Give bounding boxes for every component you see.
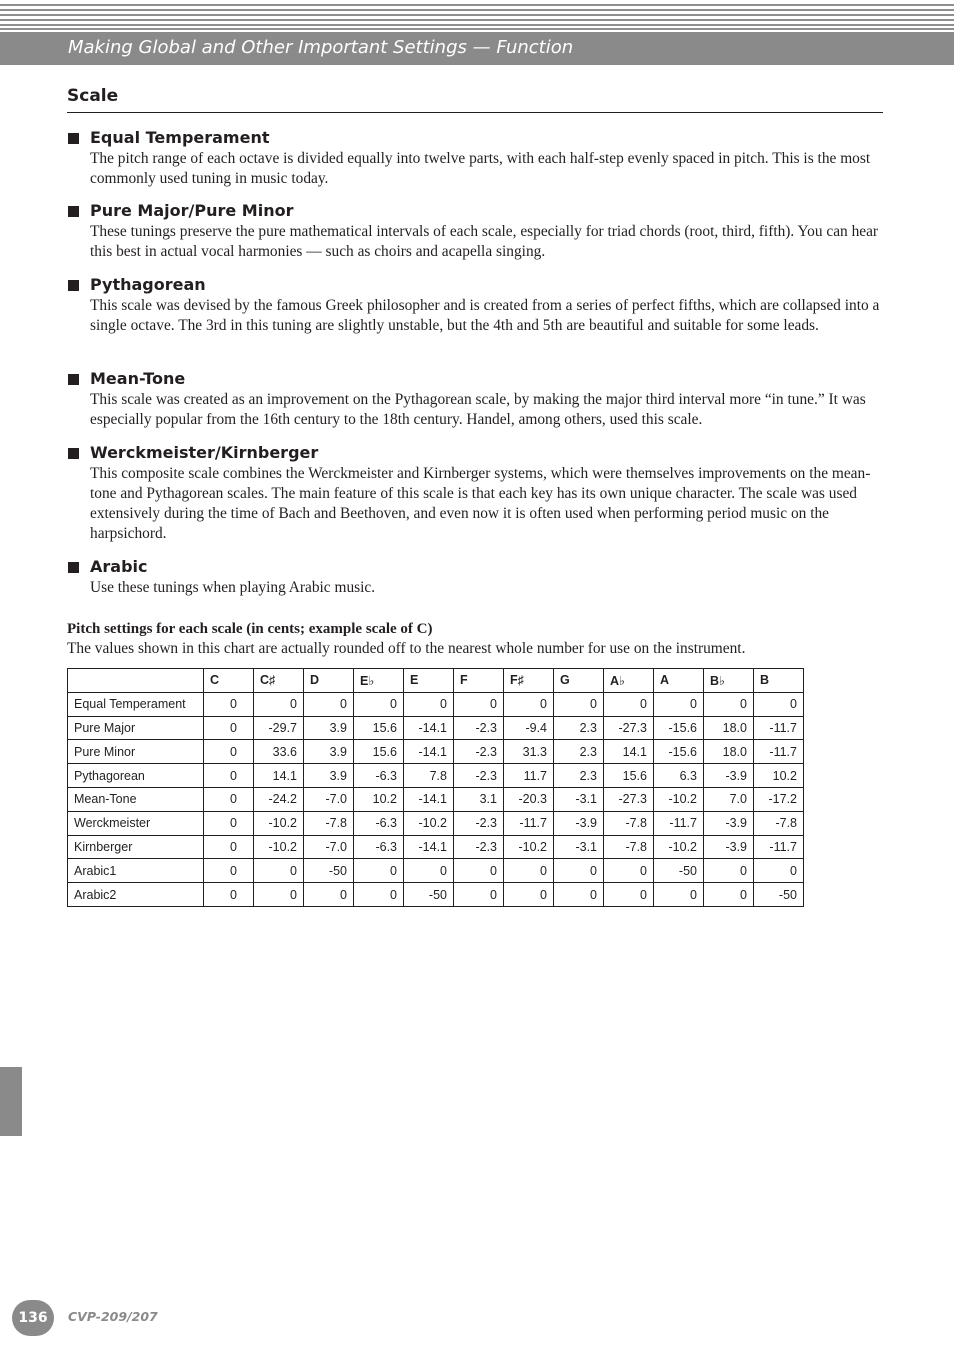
table-cell: 7.8 (404, 764, 454, 788)
column-header: D (304, 669, 354, 693)
entry-pythagorean (67, 274, 883, 336)
table-cell: -2.3 (454, 740, 504, 764)
table-cell: 0 (654, 883, 704, 907)
table-cell: 18.0 (704, 716, 754, 740)
entry-text: This scale was devised by the famous Greek philosopher and is created from a series of perfect fifths, which are collapsed into a single octave. The 3rd in this tuning are slightly unstable, but the 4th and 5th are beautiful and suitable for some leads. (90, 297, 880, 334)
entry-pure-major-minor (67, 200, 883, 262)
column-header: F♯ (504, 669, 554, 693)
entry-title: Arabic (90, 557, 148, 576)
table-cell: 10.2 (354, 787, 404, 811)
column-header: E♭ (354, 669, 404, 693)
table-cell: 0 (204, 692, 254, 716)
table-row (68, 883, 804, 907)
table-cell: -17.2 (754, 787, 804, 811)
table-cell: 0 (354, 859, 404, 883)
table-cell: 0 (554, 883, 604, 907)
table-row (68, 692, 804, 716)
table-cell: 0 (704, 692, 754, 716)
column-header: A (654, 669, 704, 693)
table-cell: 14.1 (254, 764, 304, 788)
table-cell: -2.3 (454, 811, 504, 835)
row-label: Pure Major (68, 716, 204, 740)
table-row (68, 740, 804, 764)
entry-mean-tone (67, 368, 883, 430)
table-cell: -9.4 (504, 716, 554, 740)
table-cell: 2.3 (554, 740, 604, 764)
entry-title: Mean-Tone (90, 369, 186, 388)
table-cell: -11.7 (754, 716, 804, 740)
table-cell: 0 (304, 883, 354, 907)
section-title: Scale (67, 86, 119, 106)
table-cell: -3.9 (704, 764, 754, 788)
table-cell: -10.2 (654, 787, 704, 811)
entry-equal-temperament (67, 127, 883, 189)
row-label: Kirnberger (68, 835, 204, 859)
row-label: Pythagorean (68, 764, 204, 788)
table-cell: 3.1 (454, 787, 504, 811)
entry-text: The pitch range of each octave is divided equally into twelve parts, with each half-step evenly spaced in pitch. This is the most commonly used tuning in music today. (90, 150, 871, 187)
table-row (68, 811, 804, 835)
entry-arabic (67, 556, 883, 598)
table-cell: 7.0 (704, 787, 754, 811)
header-decor-lines (0, 0, 954, 32)
table-cell: 33.6 (254, 740, 304, 764)
table-cell: -11.7 (754, 740, 804, 764)
table-cell: 0 (704, 859, 754, 883)
table-cell: 6.3 (654, 764, 704, 788)
bullet-square-icon (68, 374, 79, 385)
table-cell: 0 (454, 883, 504, 907)
entry-text: Use these tunings when playing Arabic music. (90, 579, 376, 596)
table-cell: 15.6 (354, 716, 404, 740)
table-cell: 0 (604, 692, 654, 716)
entry-text: This composite scale combines the Werckmeister and Kirnberger systems, which were themselves improvements on the mean-tone and Pythagorean scales. The main feature of this scale is that each key has its own unique character. The scale was used extensively during the time of Bach and Beethoven, and even now it is often used when performing period music on the harpsichord. (90, 465, 871, 542)
table-cell: 0 (454, 692, 504, 716)
table-cell: -3.1 (554, 787, 604, 811)
table-cell: -6.3 (354, 835, 404, 859)
table-cell: 0 (204, 787, 254, 811)
page-header-title: Making Global and Other Important Settings — Function (68, 37, 574, 58)
table-cell: -11.7 (504, 811, 554, 835)
model-name: CVP-209/207 (68, 1309, 158, 1324)
row-label: Equal Temperament (68, 692, 204, 716)
column-header: B (754, 669, 804, 693)
table-cell: 0 (354, 883, 404, 907)
entry-werckmeister-kirnberger (67, 442, 883, 544)
table-row (68, 716, 804, 740)
column-header: E (404, 669, 454, 693)
table-cell: 0 (204, 811, 254, 835)
row-label: Pure Minor (68, 740, 204, 764)
table-cell: 0 (554, 859, 604, 883)
table-cell: -27.3 (604, 787, 654, 811)
table-cell: 0 (504, 692, 554, 716)
table-cell: -10.2 (404, 811, 454, 835)
table-cell: -7.8 (754, 811, 804, 835)
table-cell: 0 (254, 883, 304, 907)
table-cell: 14.1 (604, 740, 654, 764)
bullet-square-icon (68, 280, 79, 291)
table-cell: 3.9 (304, 740, 354, 764)
table-cell: 0 (204, 764, 254, 788)
bullet-square-icon (68, 448, 79, 459)
table-cell: 18.0 (704, 740, 754, 764)
table-cell: -6.3 (354, 764, 404, 788)
table-cell: 0 (754, 692, 804, 716)
side-thumb-tab (0, 1067, 22, 1136)
table-row (68, 787, 804, 811)
table-header-row (68, 669, 804, 693)
table-cell: 0 (254, 859, 304, 883)
table-cell: 0 (204, 835, 254, 859)
table-cell: 0 (404, 859, 454, 883)
table-cell: 0 (654, 692, 704, 716)
bullet-square-icon (68, 562, 79, 573)
table-cell: -14.1 (404, 740, 454, 764)
table-cell: -10.2 (504, 835, 554, 859)
table-cell: 0 (454, 859, 504, 883)
table-cell: -50 (754, 883, 804, 907)
table-cell: 0 (604, 859, 654, 883)
table-cell: 2.3 (554, 716, 604, 740)
table-cell: -11.7 (754, 835, 804, 859)
table-cell: -27.3 (604, 716, 654, 740)
table-corner-cell (68, 669, 204, 693)
table-cell: 0 (554, 692, 604, 716)
table-cell: -10.2 (254, 835, 304, 859)
table-cell: 11.7 (504, 764, 554, 788)
row-label: Arabic2 (68, 883, 204, 907)
column-header: F (454, 669, 504, 693)
table-cell: -10.2 (654, 835, 704, 859)
table-note: The values shown in this chart are actually rounded off to the nearest whole number for use on the instrument. (67, 640, 746, 657)
table-cell: -14.1 (404, 716, 454, 740)
table-cell: 0 (354, 692, 404, 716)
table-cell: 0 (204, 740, 254, 764)
table-cell: -7.8 (604, 811, 654, 835)
table-cell: 2.3 (554, 764, 604, 788)
table-cell: -50 (304, 859, 354, 883)
table-cell: 0 (504, 859, 554, 883)
table-cell: -29.7 (254, 716, 304, 740)
entry-text: These tunings preserve the pure mathematical intervals of each scale, especially for triad chords (root, third, fifth). You can hear this best in actual vocal harmonies — such as choirs and acapella singing. (90, 223, 879, 260)
table-cell: 0 (754, 859, 804, 883)
table-cell: 0 (204, 883, 254, 907)
table-cell: 3.9 (304, 716, 354, 740)
entry-text: This scale was created as an improvement on the Pythagorean scale, by making the major third interval more “in tune.” It was especially popular from the 16th century to the 18th century. Handel, among others, used this scale. (90, 391, 866, 428)
table-cell: -6.3 (354, 811, 404, 835)
page-number-badge: 136 (12, 1300, 54, 1336)
table-body (68, 692, 804, 906)
entry-title: Equal Temperament (90, 128, 270, 147)
section-divider (67, 112, 883, 113)
table-cell: -14.1 (404, 835, 454, 859)
table-cell: 0 (304, 692, 354, 716)
table-cell: 10.2 (754, 764, 804, 788)
row-label: Mean-Tone (68, 787, 204, 811)
table-cell: -7.8 (304, 811, 354, 835)
table-cell: 0 (204, 859, 254, 883)
table-cell: -7.0 (304, 787, 354, 811)
pitch-settings-table (67, 668, 804, 907)
table-cell: -2.3 (454, 835, 504, 859)
table-cell: 0 (604, 883, 654, 907)
row-label: Werckmeister (68, 811, 204, 835)
table-cell: -2.3 (454, 764, 504, 788)
table-cell: -15.6 (654, 740, 704, 764)
table-cell: -10.2 (254, 811, 304, 835)
table-caption: Pitch settings for each scale (in cents; example scale of C) (67, 621, 433, 637)
table-cell: -3.9 (704, 811, 754, 835)
table-cell: -24.2 (254, 787, 304, 811)
column-header: C (204, 669, 254, 693)
table-row (68, 835, 804, 859)
table-row (68, 859, 804, 883)
table-cell: -11.7 (654, 811, 704, 835)
table-cell: -2.3 (454, 716, 504, 740)
entry-title: Pythagorean (90, 275, 206, 294)
table-cell: -15.6 (654, 716, 704, 740)
table-cell: -3.1 (554, 835, 604, 859)
table-cell: -7.0 (304, 835, 354, 859)
column-header: A♭ (604, 669, 654, 693)
bullet-square-icon (68, 206, 79, 217)
entry-title: Pure Major/Pure Minor (90, 201, 294, 220)
table-cell: 31.3 (504, 740, 554, 764)
table-cell: 0 (254, 692, 304, 716)
column-header: B♭ (704, 669, 754, 693)
table-cell: 0 (404, 692, 454, 716)
table-cell: -20.3 (504, 787, 554, 811)
table-cell: -14.1 (404, 787, 454, 811)
table-row (68, 764, 804, 788)
row-label: Arabic1 (68, 859, 204, 883)
table-cell: -7.8 (604, 835, 654, 859)
table-cell: -50 (654, 859, 704, 883)
table-cell: 0 (204, 716, 254, 740)
column-header: G (554, 669, 604, 693)
bullet-square-icon (68, 133, 79, 144)
table-cell: 15.6 (354, 740, 404, 764)
table-cell: -3.9 (704, 835, 754, 859)
table-cell: -3.9 (554, 811, 604, 835)
table-cell: 15.6 (604, 764, 654, 788)
table-cell: 3.9 (304, 764, 354, 788)
table-cell: -50 (404, 883, 454, 907)
column-header: C♯ (254, 669, 304, 693)
table-cell: 0 (504, 883, 554, 907)
table-cell: 0 (704, 883, 754, 907)
entry-title: Werckmeister/Kirnberger (90, 443, 319, 462)
